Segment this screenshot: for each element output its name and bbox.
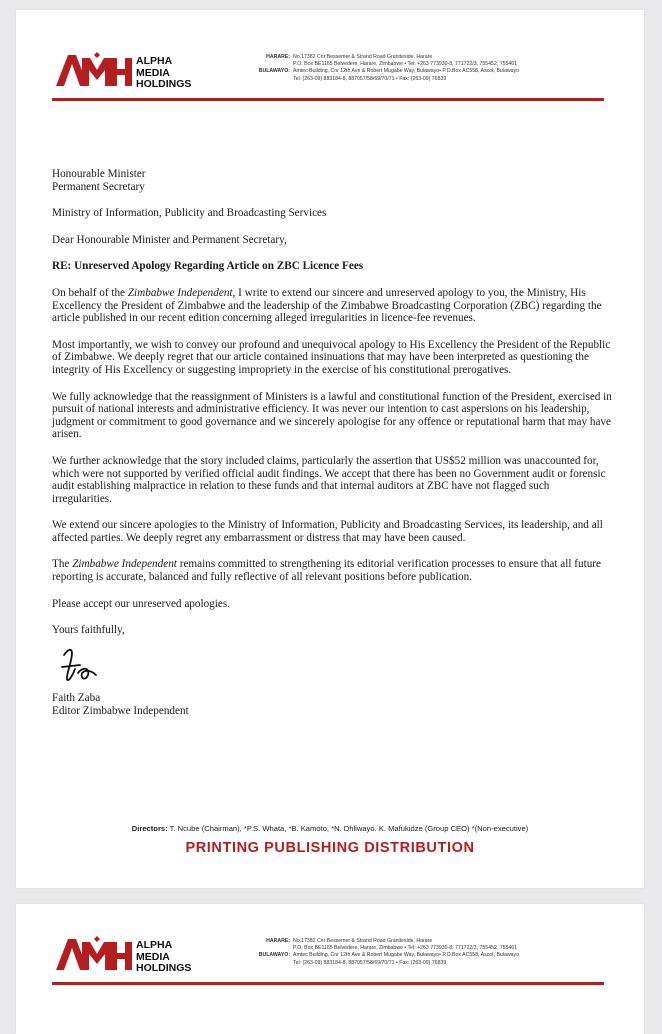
salutation: Dear Honourable Minister and Permanent Secretary, [52,233,287,246]
signatory-title: Editor Zimbabwe Independent [52,705,189,718]
company-tagline: PRINTING PUBLISHING DISTRIBUTION [185,840,475,856]
letter-page [16,10,644,888]
signature [58,645,612,689]
ministry-line: Ministry of Information, Publicity and Broadcasting Services [52,207,327,220]
letterhead-divider [52,98,604,101]
amh-logo-icon [54,936,134,972]
paragraph: We extend our sincere apologies to the Ministry of Information, Publicity and Broadcasting Services, its leadership, and all affected parties. We deeply regret any embarrassment or distress that may have been caused. [52,519,603,544]
company-name: ALPHA MEDIA HOLDINGS [136,55,192,90]
paragraph: The Zimbabwe Independent remains committed to strengthening its editorial verification processes to ensure that all future reporting is accurate, balanced and fully reflective of all relevant positions before publication. [52,558,601,584]
letter-body [52,168,612,718]
letterhead-divider [52,982,604,985]
paragraph: On behalf of the Zimbabwe Independent, I write to extend our sincere and unreserved apology to you, the Ministry, His Excellency the President of Zimbabwe and the leadership of the Zimbabwe Broadcasting Corporation (ZBC) regarding the article published in our recent edition concerning alleged irregularities in licence-fee revenues. [52,286,602,325]
signatory-name: Faith Zaba [52,692,101,705]
subject-line: RE: Unreserved Apology Regarding Article on ZBC Licence Fees [52,260,364,273]
company-name: ALPHA MEDIA HOLDINGS [136,939,192,974]
letter-page-next [16,904,644,1034]
amh-logo-icon [54,52,134,88]
paragraph: We further acknowledge that the story included claims, particularly the assertion that US$52 million was unaccounted for, which were not supported by verified official audit findings. We accept that there has been no Government audit or forensic audit establishing malpractice in relation to these funds and that internal auditors at ZBC have not flagged such irregularities. [52,454,606,505]
closing: Yours faithfully, [52,624,125,637]
letter-footer [16,824,644,856]
paragraph: We fully acknowledge that the reassignment of Ministers is a lawful and constitutional function of the President, exercised in pursuit of national interests and administrative efficiency. It was never our intention to cast aspersions on his leadership, judgment or commitment to good governance and we sincerely apologise for any offence or reputational harm that may have arisen. [52,390,612,441]
recipient-line: Permanent Secretary [52,180,145,193]
letterhead-contact: HARARE: No.17382 Cnr Bessemer & Strand Road Graniteside, Harare P.O. Box BE1165 Belvedere, Harare, Zimbabwe • Tel: +263 773930-8, 771722/3, 755452, 755461 BULAWAYO: Amtec Building, Cnr 12th Ave & Robert Mugabe Way, Bulawayo• P.O.Box AC558, Ascot, Bulawayo Tel: (263-09) 883184-8, 887057/58/69/70/71 • Fax: (263-09) 76839 [258,938,519,966]
handwritten-signature-icon [58,645,106,685]
paragraph: Please accept our unreserved apologies. [52,597,230,610]
paragraph: Most importantly, we wish to convey our profound and unequivocal apology to His Excellency the President of the Republic of Zimbabwe. We deeply regret that our article contained insinuations that may have been interpreted as questioning the integrity of His Excellency or suggesting impropriety in the exercise of his constitutional prerogatives. [52,338,611,376]
directors-line: Directors: T. Ncube (Chairman), *P.S. Whata, *B. Kamoto, *N. Dhliwayo. K. Mafukidze (Group CEO) *(Non-executive) [131,824,529,833]
company-logo [54,52,204,96]
recipient-line: Honourable Minister [52,168,146,180]
company-logo [54,936,204,980]
letterhead [16,894,644,984]
letterhead [16,10,644,100]
letterhead-contact: HARARE: No.17382 Cnr Bessemer & Strand Road Graniteside, Harare P.O. Box BE1165 Belvedere, Harare, Zimbabwe • Tel: +263 773930-8, 771722/3, 755452, 755461 BULAWAYO: Amtec Building, Cnr 12th Ave & Robert Mugabe Way, Bulawayo• P.O.Box AC558, Ascot, Bulawayo Tel: (263-09) 883184-8, 887057/58/69/70/71 • Fax: (263-09) 76839 [258,54,519,82]
